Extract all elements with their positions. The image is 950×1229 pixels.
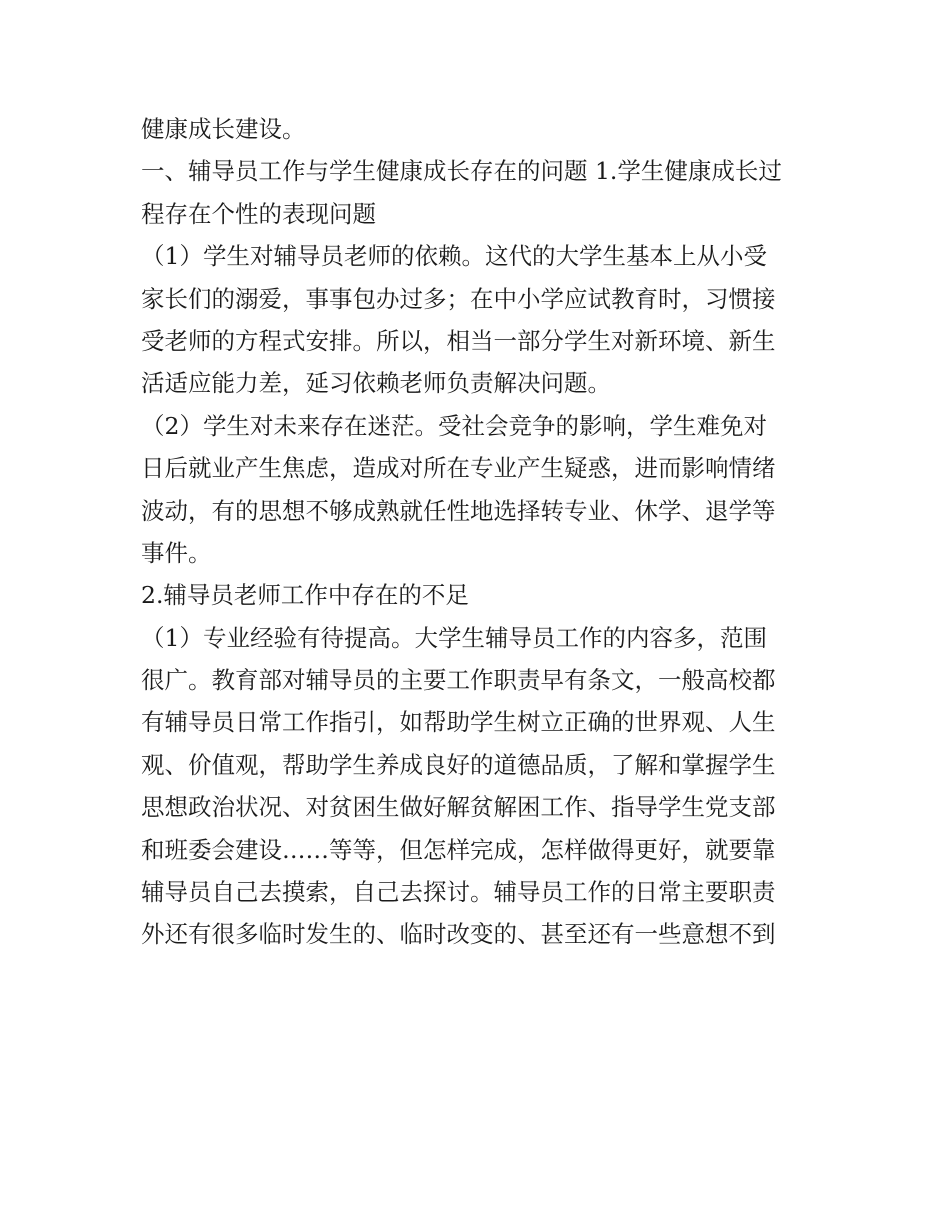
text-line: 活适应能力差，延习依赖老师负责解决问题。 bbox=[141, 369, 611, 398]
section-heading: 一、辅导员工作与学生健康成长存在的问题 1.学生健康成长过 bbox=[141, 157, 782, 186]
text-line: 程存在个性的表现问题 bbox=[141, 199, 376, 228]
text-line: （1）专业经验有待提高。大学生辅导员工作的内容多，范围 bbox=[141, 623, 767, 652]
text-line: 波动，有的思想不够成熟就任性地选择转专业、休学、退学等 bbox=[141, 496, 776, 525]
text-line: 思想政治状况、对贫困生做好解贫解困工作、指导学生党支部 bbox=[141, 793, 776, 822]
text-line: 辅导员自己去摸索，自己去探讨。辅导员工作的日常主要职责 bbox=[141, 878, 776, 907]
text-line: 健康成长建设。 bbox=[141, 115, 306, 143]
text-line: 日后就业产生焦虑，造成对所在专业产生疑惑，进而影响情绪 bbox=[141, 454, 776, 483]
text-line: 家长们的溺爱，事事包办过多；在中小学应试教育时，习惯接 bbox=[141, 284, 776, 313]
body-text bbox=[141, 108, 821, 956]
subsection-heading: 2.辅导员老师工作中存在的不足 bbox=[141, 581, 469, 610]
text-line: 受老师的方程式安排。所以，相当一部分学生对新环境、新生 bbox=[141, 326, 776, 355]
text-line: （1）学生对辅导员老师的依赖。这代的大学生基本上从小受 bbox=[141, 242, 767, 271]
text-line: 很广。教育部对辅导员的主要工作职责早有条文，一般高校都 bbox=[141, 666, 776, 695]
text-line: 外还有很多临时发生的、临时改变的、甚至还有一些意想不到 bbox=[141, 920, 776, 949]
text-line: 和班委会建设……等等，但怎样完成，怎样做得更好，就要靠 bbox=[141, 835, 776, 864]
text-line: （2）学生对未来存在迷茫。受社会竞争的影响，学生难免对 bbox=[141, 411, 767, 440]
text-line: 有辅导员日常工作指引，如帮助学生树立正确的世界观、人生 bbox=[141, 708, 776, 737]
text-line: 事件。 bbox=[141, 538, 212, 567]
text-line: 观、价值观，帮助学生养成良好的道德品质，了解和掌握学生 bbox=[141, 750, 776, 779]
